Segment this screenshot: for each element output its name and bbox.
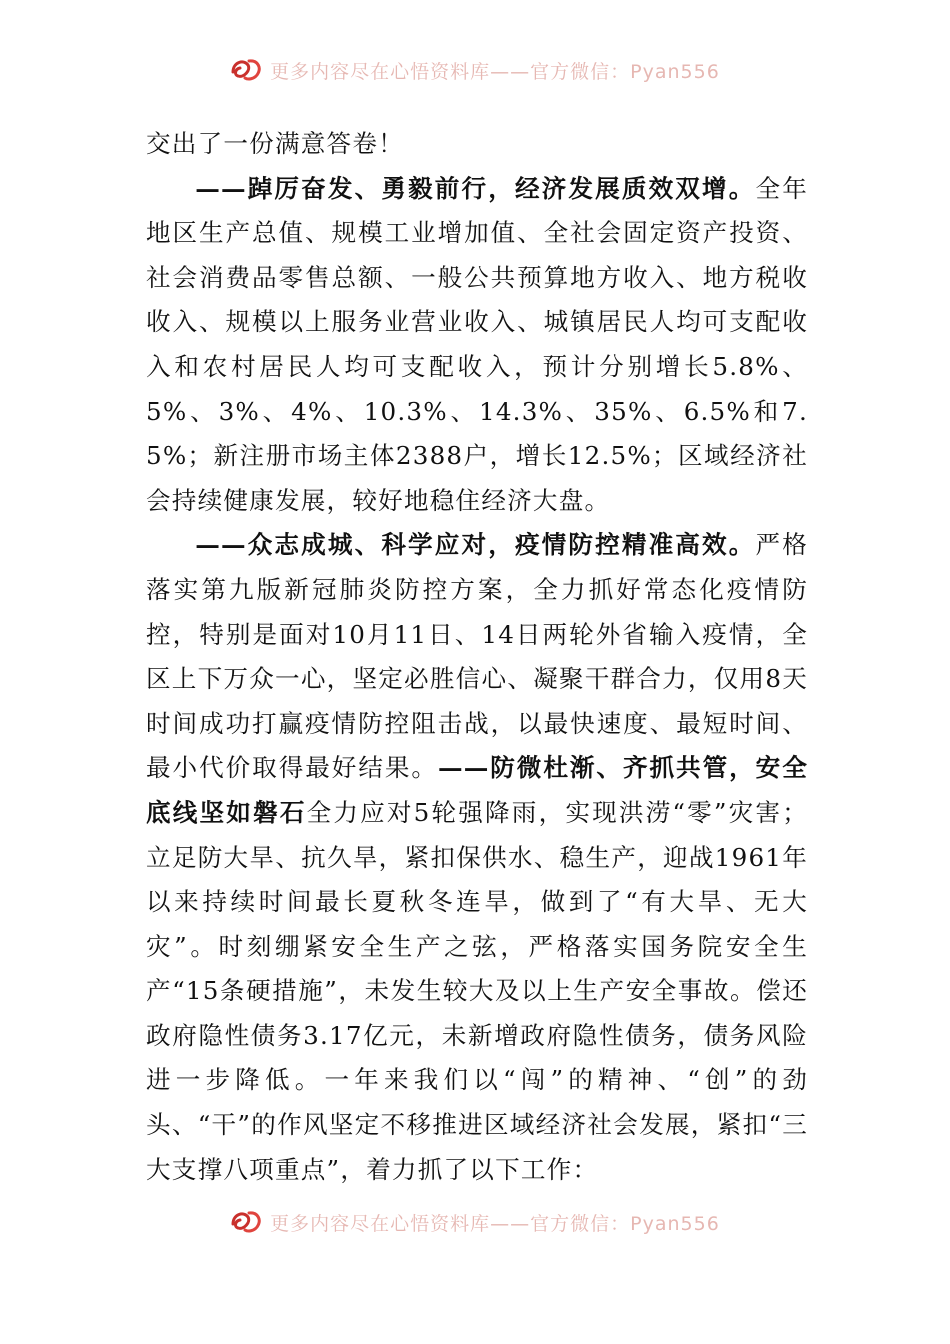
paragraph-text: 严格落实第九版新冠肺炎防控方案，全力抓好常态化疫情防控，特别是面对10月11日、14日两轮外省输入疫情，全区上下万众一心，坚定必胜信心、凝聚干群合力，仅用8天时间成功打赢疫情防控阻击战，以最快速度、最短时间、最小代价取得最好结果。 (146, 530, 809, 783)
paragraph-text: 全力应对5轮强降雨，实现洪涝“零”灾害；立足防大旱、抗久旱，紧扣保供水、稳生产，迎战1961年以来持续时间最长夏秋冬连旱，做到了“有大旱、无大灾”。时刻绷紧安全生产之弦，严格落实国务院安全生产“15条硬措施”，未发生较大及以上生产安全事故。偿还政府隐性债务3.17亿元，未新增政府隐性债务，债务风险进一步降低。一年来我们以“闯”的精神、“创”的劲头、“干”的作风坚定不移推进区域经济社会发展，紧扣“三大支撑八项重点”，着力抓了以下工作： (146, 797, 808, 1184)
watermark-text: 更多内容尽在心悟资料库——官方微信：Pyan556 (270, 60, 720, 83)
document-body (146, 122, 808, 1192)
brand-logo-icon (230, 1208, 264, 1236)
section-heading-epidemic: ——众志成城、科学应对，疫情防控精准高效。 (195, 530, 756, 560)
paragraph-text: 全年地区生产总值、规模工业增加值、全社会固定资产投资、社会消费品零售总额、一般公共预算地方收入、地方税收收入、规模以上服务业营业收入、城镇居民人均可支配收入和农村居民人均可支配收入，预计分别增长5.8%、5%、3%、4%、10.3%、14.3%、35%、6.5%和7.5%；新注册市场主体2388户，增长12.5%；区域经济社会持续健康发展，较好地稳住经济大盘。 (146, 173, 809, 515)
header-watermark (0, 50, 950, 90)
section-heading-economy: ——踔厉奋发、勇毅前行，经济发展质效双增。 (195, 173, 756, 203)
watermark-text: 更多内容尽在心悟资料库——官方微信：Pyan556 (270, 1212, 720, 1235)
footer-watermark (0, 1202, 950, 1242)
section-heading-safety: ——防微杜渐、齐抓共管，安全底线坚如磐石 (146, 753, 808, 827)
paragraph-economy (146, 167, 808, 524)
brand-logo-icon (230, 56, 264, 84)
paragraph-epidemic-safety (146, 523, 808, 1192)
paragraph-text: 交出了一份满意答卷！ (146, 129, 404, 158)
paragraph-intro (146, 122, 808, 167)
